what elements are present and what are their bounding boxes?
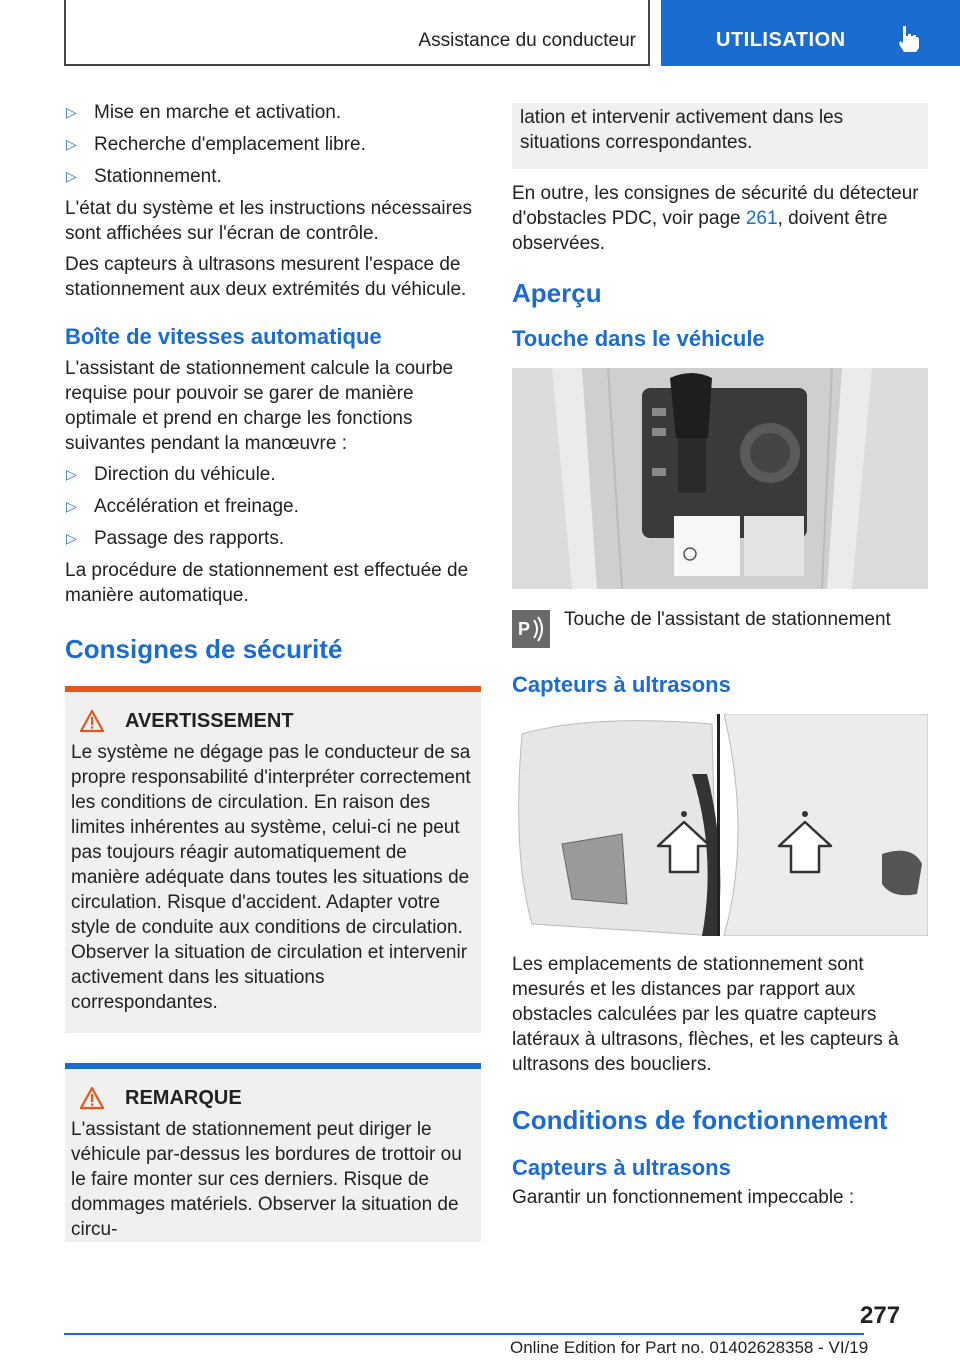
header-chapter-label: UTILISATION	[716, 29, 846, 51]
list-item: ▷ Passage des rapports.	[66, 528, 285, 549]
paragraph-sensors: Des capteurs à ultrasons mesurent l'espace de stationnement aux deux extrémités du véhicule.	[65, 254, 467, 300]
header-section-title: Assistance du conducteur	[418, 30, 636, 51]
triangle-bullet-icon: ▷	[66, 104, 77, 120]
parking-assistant-button-icon	[512, 610, 550, 648]
paragraph-procedure: La procédure de stationnement est effectuée de manière automatique.	[65, 560, 469, 606]
ultrasonic-sensors-image	[512, 714, 928, 936]
list-item: ▷ Accélération et freinage.	[66, 496, 299, 517]
page-number: 277	[860, 1302, 901, 1329]
list-item: ▷ Direction du véhicule.	[66, 464, 276, 485]
center-console-illustration	[512, 368, 928, 589]
header-chapter-tab	[661, 0, 960, 66]
warning-triangle-icon	[79, 709, 105, 733]
page-link-261[interactable]: 261	[745, 208, 778, 229]
warning-text: Le système ne dégage pas le conducteur de sa propre responsabilité d'interpréter correctement les conditions de circulation. En raison des limites inhérentes au système, celui-ci ne peut pas toujours réagir automatiquement de manière adéquate dans toutes les situations de circulation. Risque d'accident. Adapter votre style de conduite aux conditions de circulation. Observer la situation de circulation et intervenir activement dans les situations correspondantes.	[71, 742, 471, 1013]
list-item: ▷ Recherche d'emplacement libre.	[66, 134, 366, 155]
bumper-sensors-illustration	[512, 714, 928, 936]
triangle-bullet-icon: ▷	[66, 466, 77, 482]
heading-automatic-gearbox: Boîte de vitesses automatique	[65, 324, 382, 349]
list-item: ▷ Stationnement.	[66, 166, 222, 187]
page-header	[0, 0, 960, 66]
pointing-hand-icon	[894, 24, 924, 54]
note-box	[65, 1063, 481, 1242]
triangle-bullet-icon: ▷	[66, 136, 77, 152]
paragraph-status: L'état du système et les instructions nécessaires sont affichées sur l'écran de contrôle.	[65, 198, 473, 244]
paragraph-guarantee: Garantir un fonctionnement impeccable :	[512, 1187, 855, 1208]
footer-divider	[64, 1333, 864, 1335]
left-column	[65, 100, 481, 1242]
list-item: ▷ Mise en marche et activation.	[66, 102, 342, 123]
note-title: REMARQUE	[125, 1086, 242, 1109]
right-column	[512, 103, 928, 1216]
note-title-row	[71, 1083, 475, 1113]
paragraph-assistant: L'assistant de stationnement calcule la courbe requise pour pouvoir se garer de manière optimale et prend en charge les fonctions suivantes pendant la manœuvre :	[65, 358, 454, 454]
heading-ultrasonic-sensors-2: Capteurs à ultrasons	[512, 1155, 731, 1180]
footer-edition: Online Edition for Part no. 01402628358 - VI/19	[510, 1338, 869, 1357]
center-console-image	[512, 368, 928, 589]
heading-ultrasonic-sensors: Capteurs à ultrasons	[512, 672, 731, 697]
warning-title: AVERTISSEMENT	[125, 709, 294, 732]
triangle-bullet-icon: ▷	[66, 168, 77, 184]
button-caption-text: Touche de l'assistant de stationnement	[564, 609, 891, 630]
heading-safety: Consignes de sécurité	[65, 634, 343, 664]
svg-text:P: P	[518, 619, 531, 639]
heading-overview: Aperçu	[512, 278, 602, 308]
triangle-bullet-icon: ▷	[66, 530, 77, 546]
bullet-list-steps	[65, 100, 481, 189]
heading-button-in-vehicle: Touche dans le véhicule	[512, 326, 765, 351]
warning-triangle-icon	[79, 1086, 105, 1110]
bullet-list-functions	[65, 462, 481, 551]
note-text: L'assistant de stationnement peut diriger le véhicule par-dessus les bordures de trottoir ou le faire monter sur ces derniers. Risque de dommages matériels. Observer la situation de circu-	[71, 1119, 462, 1240]
paragraph-sensor-description: Les emplacements de stationnement sont mesurés et les distances par rapport aux obstacles calculées par les quatre capteurs latéraux à ultrasons, flèches, et les capteurs à ultrasons des boucliers.	[512, 954, 899, 1075]
triangle-bullet-icon: ▷	[66, 498, 77, 514]
button-caption-row	[512, 607, 928, 648]
warning-box	[65, 686, 481, 1033]
heading-operating-conditions: Conditions de fonctionnement	[512, 1105, 888, 1135]
warning-title-row	[71, 706, 475, 736]
paragraph-pdc: En outre, les consignes de sécurité du détecteur d'obstacles PDC, voir page 261, doivent être observées.	[512, 183, 919, 254]
note-box-continued: lation et intervenir activement dans les situations correspondantes.	[512, 103, 928, 169]
